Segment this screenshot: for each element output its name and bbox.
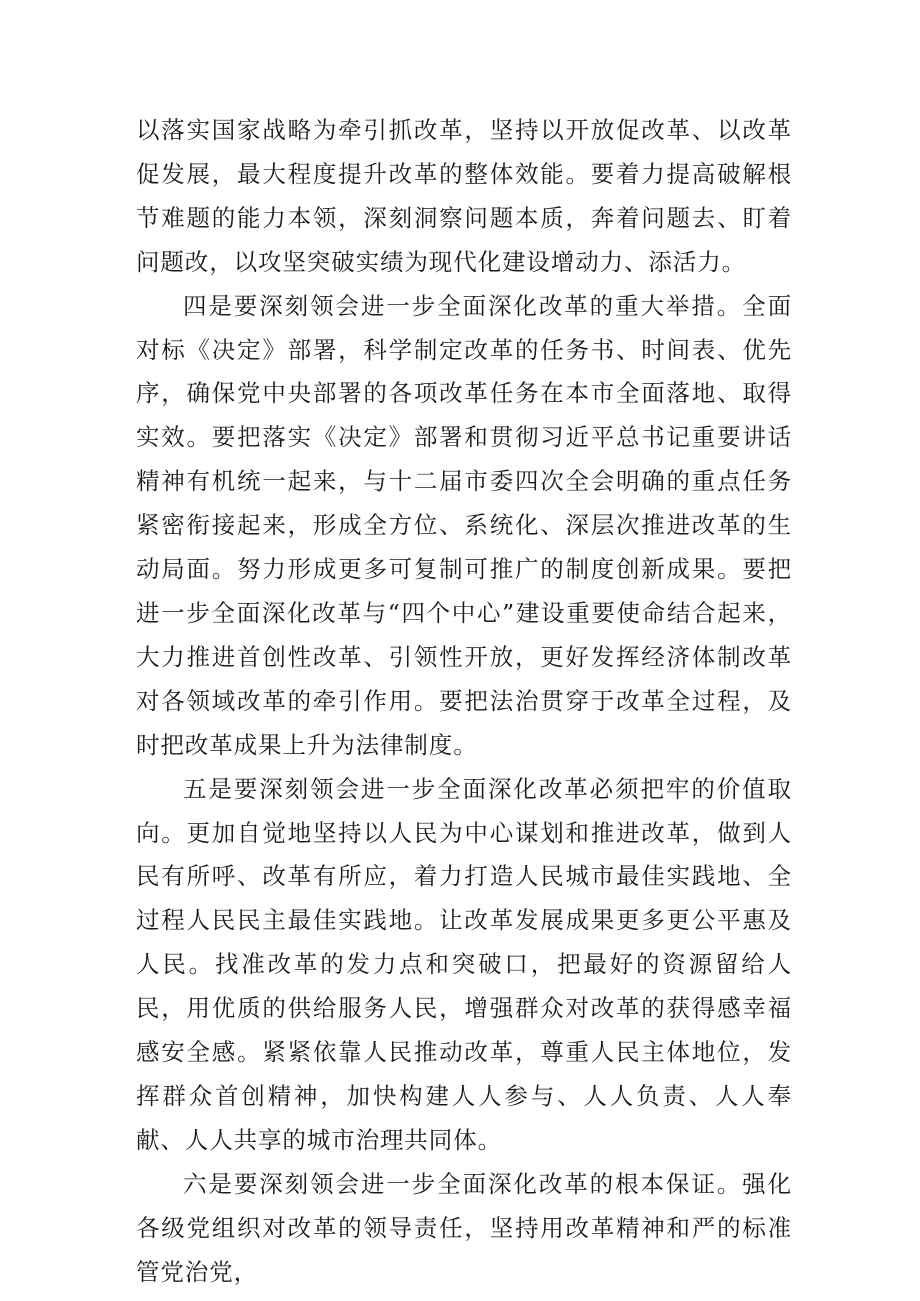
document-body — [136, 109, 792, 1294]
paragraph-continued: 以落实国家战略为牵引抓改革，坚持以开放促改革、以改革促发展，最大程度提升改革的整体效能。要着力提高破解根节难题的能力本领，深刻洞察问题本质，奔着问题去、盯着问题改，以攻坚突破实绩为现代化建设增动力、添活力。 — [136, 116, 792, 276]
paragraph-point-four: 四是要深刻领会进一步全面深化改革的重大举措。全面对标《决定》部署，科学制定改革的任务书、时间表、优先序，确保党中央部署的各项改革任务在本市全面落地、取得实效。要把落实《决定》部署和贯彻习近平总书记重要讲话精神有机统一起来，与十二届市委四次全会明确的重点任务紧密衔接起来，形成全方位、系统化、深层次推进改革的生动局面。努力形成更多可复制可推广的制度创新成果。要把进一步全面深化改革与“四个中心”建设重要使命结合起来，大力推进首创性改革、引领性开放，更好发挥经济体制改革对各领域改革的牵引作用。要把法治贯穿于改革全过程，及时把改革成果上升为法律制度。 — [136, 291, 792, 759]
paragraph-point-five: 五是要深刻领会进一步全面深化改革必须把牢的价值取向。更加自觉地坚持以人民为中心谋划和推进改革，做到人民有所呼、改革有所应，着力打造人民城市最佳实践地、全过程人民民主最佳实践地。让改革发展成果更多更公平惠及人民。找准改革的发力点和突破口，把最好的资源留给人民，用优质的供给服务人民，增强群众对改革的获得感幸福感安全感。紧紧依靠人民推动改革，尊重人民主体地位，发挥群众首创精神，加快构建人人参与、人人负责、人人奉献、人人共享的城市治理共同体。 — [136, 774, 792, 1154]
paragraph-point-six: 六是要深刻领会进一步全面深化改革的根本保证。强化各级党组织对改革的领导责任，坚持用改革精神和严的标准管党治党， — [136, 1169, 792, 1286]
